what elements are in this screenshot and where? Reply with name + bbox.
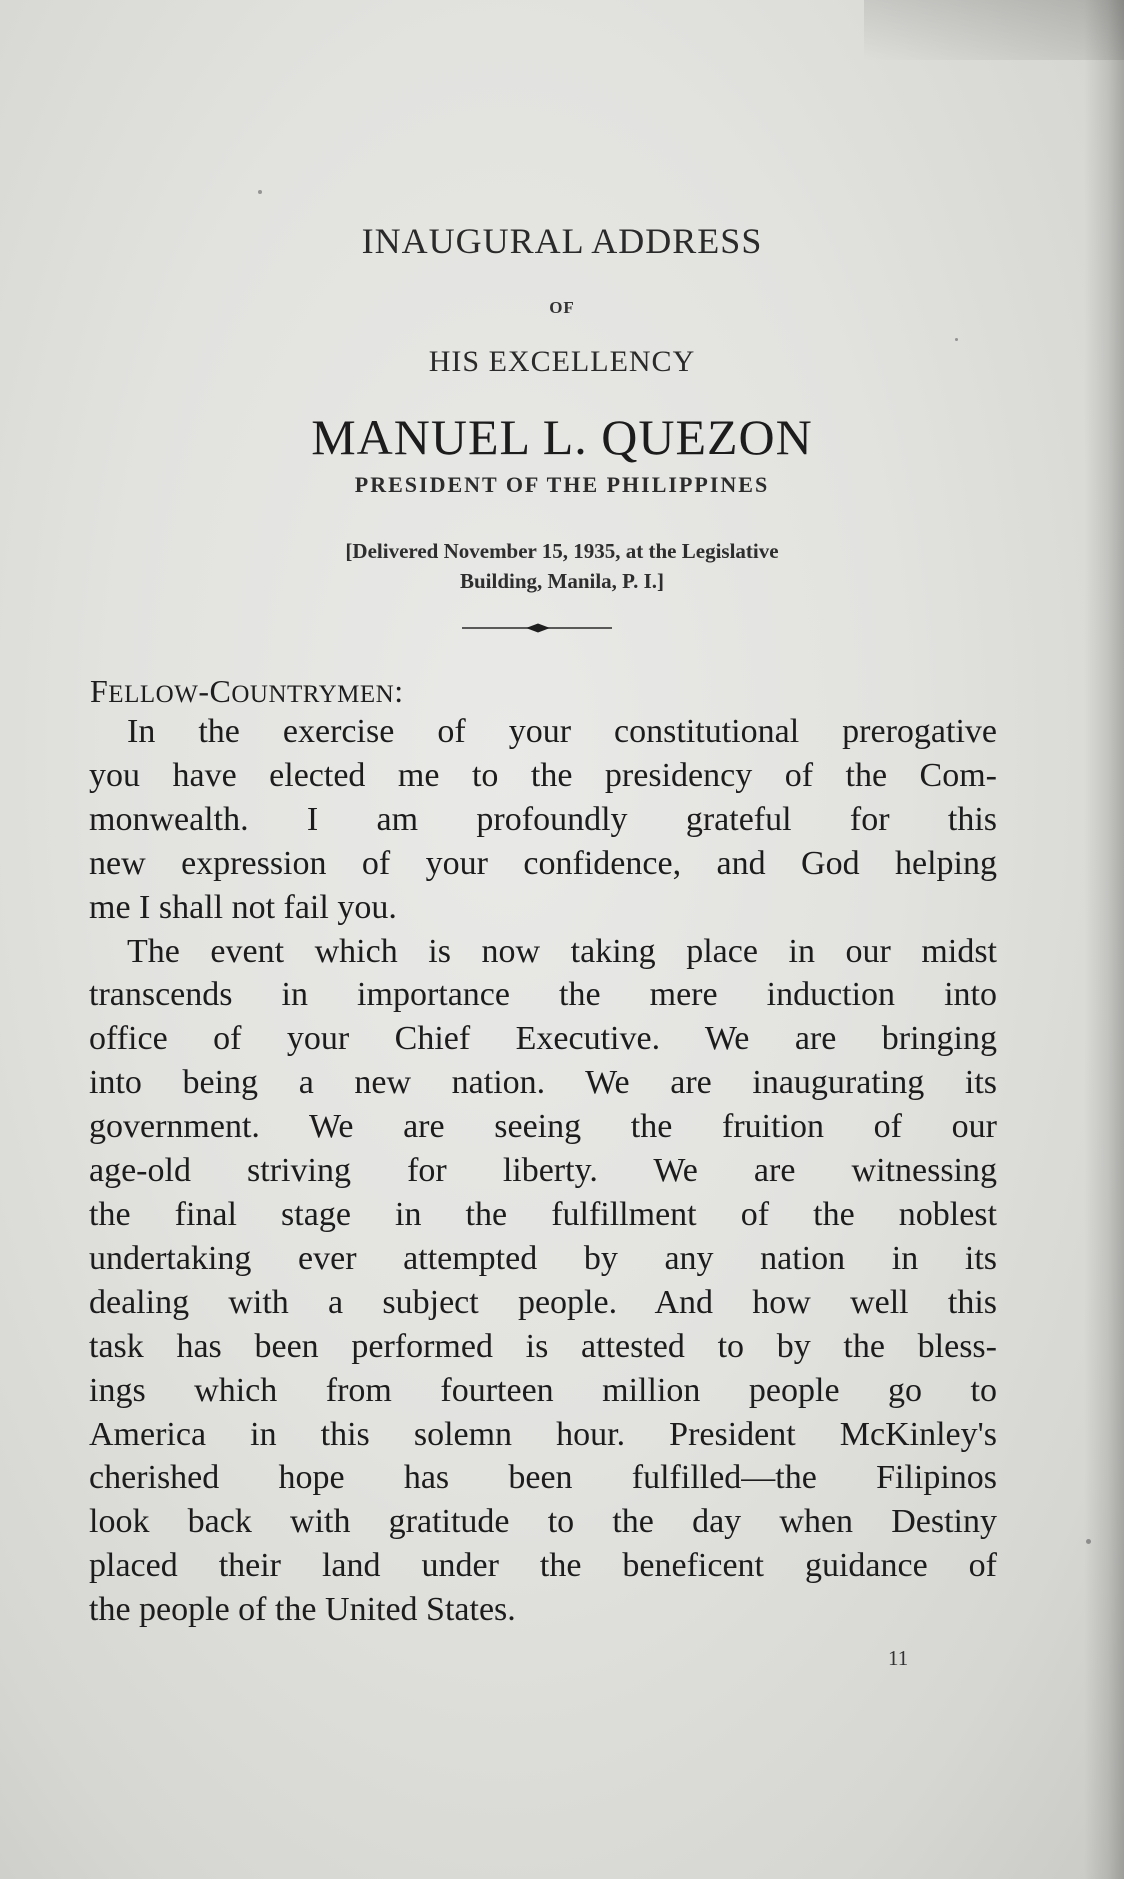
salutation: FELLOW-COUNTRYMEN: [90, 673, 404, 709]
speaker-office: PRESIDENT OF THE PHILIPPINES [354, 472, 770, 497]
text-line-content: monwealth. I am profoundly grateful for this [89, 800, 997, 838]
text-line [89, 1017, 997, 1061]
text-line-content: look back with gratitude to the day when Destiny [89, 1503, 997, 1541]
text-line [89, 710, 997, 754]
text-line-content: In the exercise of your constitutional prerogative [127, 713, 997, 750]
scan-speck [955, 338, 958, 341]
text-line [89, 1149, 997, 1193]
text-line [89, 1588, 997, 1632]
document-title: INAUGURAL ADDRESS [361, 221, 763, 261]
scan-shadow-edge [1084, 0, 1124, 1879]
text-line [89, 1500, 997, 1544]
text-line [89, 1193, 997, 1237]
text-line-content: transcends in importance the mere induction into [89, 976, 997, 1014]
text-line-content: placed their land under the beneficent guidance of [89, 1547, 997, 1585]
text-line-content: dealing with a subject people. And how well this [89, 1283, 997, 1321]
text-line [89, 973, 997, 1017]
text-line [89, 842, 997, 886]
text-line-content: into being a new nation. We are inaugurating its [89, 1064, 997, 1102]
text-line [89, 1544, 997, 1588]
page-number: 11 [888, 1646, 909, 1670]
text-line [89, 1061, 997, 1105]
text-line-content: government. We are seeing the fruition of our [89, 1108, 997, 1146]
text-line [89, 1369, 997, 1413]
text-line [89, 1325, 997, 1369]
text-line-content: The event which is now taking place in our midst [127, 932, 997, 970]
scan-shadow-top [864, 0, 1124, 60]
text-line-content: ings which from fourteen million people go to [89, 1371, 997, 1409]
text-line [89, 1281, 997, 1325]
delivery-note-line: Building, Manila, P. I.] [459, 569, 665, 593]
text-line-content: America in this solemn hour. President McKinley's [89, 1415, 997, 1453]
ornament-divider [460, 618, 614, 638]
delivery-note [0, 536, 1124, 596]
speech-body [89, 710, 997, 1632]
text-line-content: task has been performed is attested to by the bless- [89, 1327, 997, 1365]
text-line [89, 1105, 997, 1149]
text-line [89, 1237, 997, 1281]
text-line [89, 930, 997, 974]
text-line-content: the people of the United States. [89, 1591, 516, 1629]
text-line [89, 1413, 997, 1457]
text-line-content: age-old striving for liberty. We are witnessing [89, 1152, 997, 1190]
scan-speck [258, 190, 262, 194]
text-line [89, 798, 997, 842]
delivery-note-line: [Delivered November 15, 1935, at the Legislative [345, 539, 779, 563]
text-line-content: the final stage in the fulfillment of the noblest [89, 1195, 997, 1233]
title-of: OF [549, 298, 575, 317]
speaker-name: MANUEL L. QUEZON [311, 409, 813, 465]
text-line-content: me I shall not fail you. [89, 888, 397, 926]
text-line [89, 754, 997, 798]
text-line-content: you have elected me to the presidency of the Com- [89, 756, 997, 794]
text-line-content: cherished hope has been fulfilled—the Filipinos [89, 1459, 997, 1497]
text-line-content: new expression of your confidence, and God helping [89, 844, 997, 882]
text-line [89, 1456, 997, 1500]
text-line-content: office of your Chief Executive. We are bringing [89, 1020, 997, 1058]
honorific: HIS EXCELLENCY [428, 345, 696, 378]
text-line [89, 886, 997, 930]
text-line-content: undertaking ever attempted by any nation in its [89, 1239, 997, 1277]
scan-speck [1086, 1539, 1091, 1544]
